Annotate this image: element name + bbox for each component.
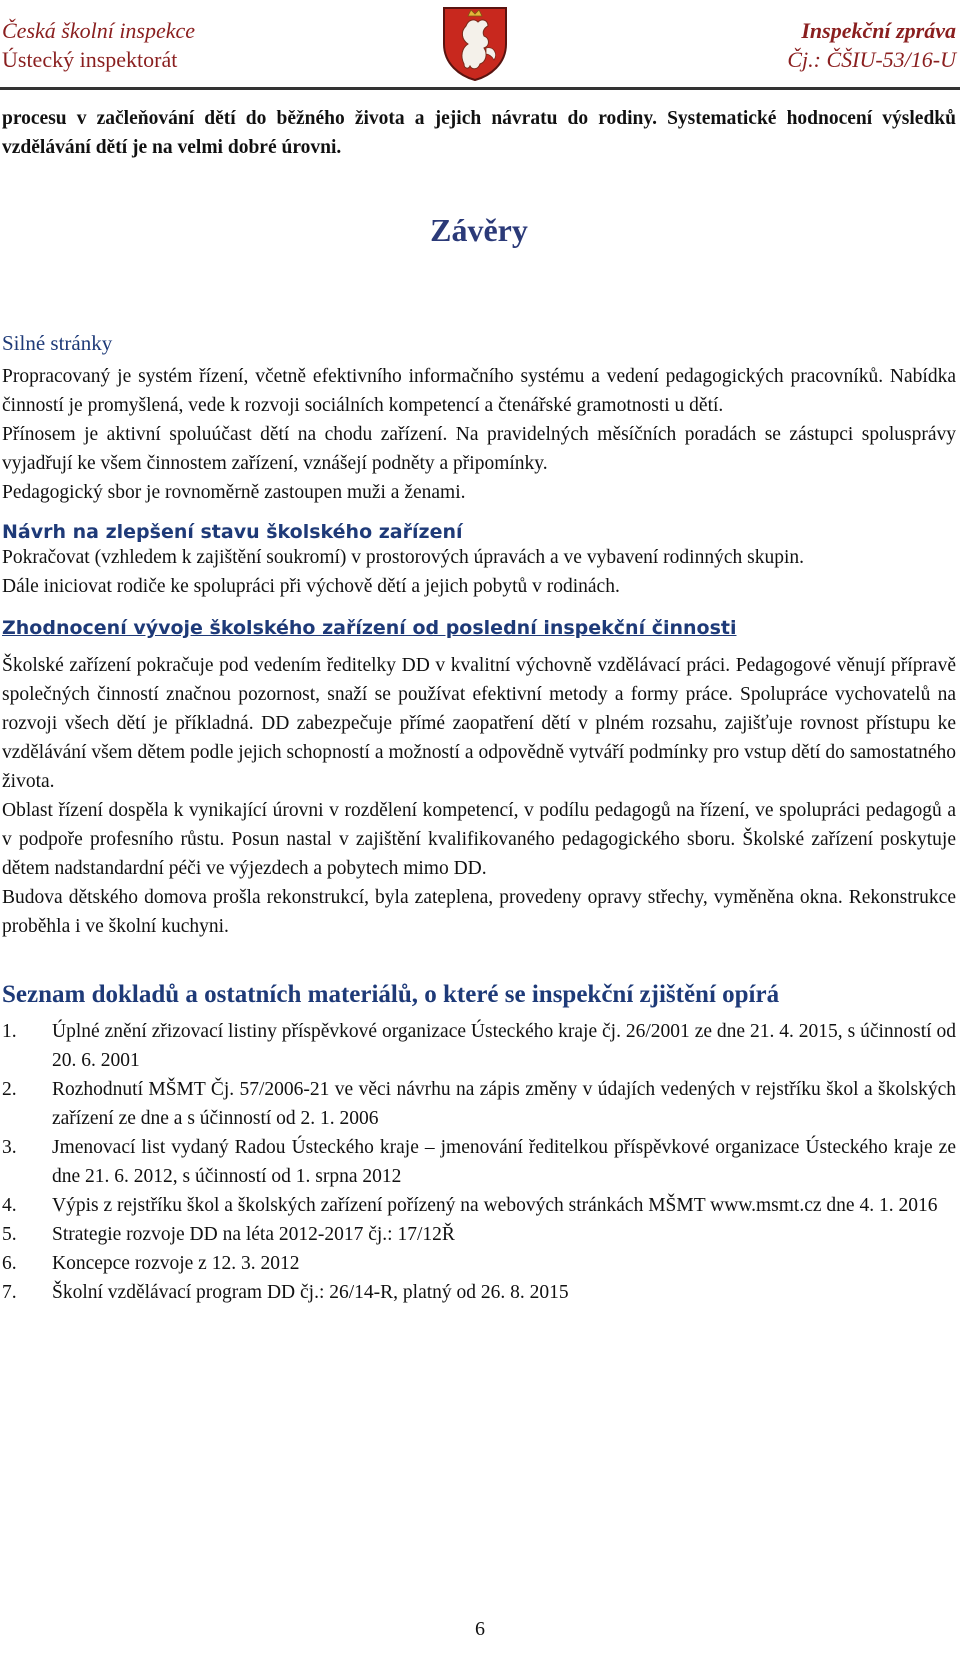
improvement-paragraph-1: Pokračovat (vzhledem k zajištění soukromí) v prostorových úpravách a ve vybavení rodinných skupin. (2, 547, 804, 568)
report-type: Inspekční zpráva (801, 18, 956, 43)
documents-list (2, 1017, 956, 1307)
strengths-heading: Silné stránky (2, 331, 113, 355)
evaluation-heading: Zhodnocení vývoje školského zařízení od poslední inspekční činnosti (2, 617, 737, 639)
intro-paragraph: procesu v začleňování dětí do běžného života a jejich návratu do rodiny. Systematické hodnocení výsledků vzdělávání dětí je na velmi dobré úrovni. (2, 108, 956, 158)
list-item: 4. Výpis z rejstříku škol a školských zařízení pořízený na webových stránkách MŠMT www.msmt.cz dne 4. 1. 2016 (2, 1195, 938, 1216)
list-item: 3. Jmenovací list vydaný Radou Ústeckého kraje – jmenování ředitelkou příspěvkové organizace Ústeckého kraje ze dne 21. 6. 2012, s účinností od 1. srpna 2012 (2, 1137, 956, 1187)
czech-coat-of-arms-icon (440, 4, 510, 82)
page-body (2, 94, 956, 1307)
list-item: 2. Rozhodnutí MŠMT Čj. 57/2006-21 ve věci návrhu na zápis změny v údajích vedených v rejstříku škol a školských zařízení ze dne a s účinností od 2. 1. 2006 (2, 1079, 956, 1129)
institution-name: Česká školní inspekce (2, 18, 196, 43)
strengths-paragraph-3: Pedagogický sbor je rovnoměrně zastoupen muži a ženami. (2, 482, 466, 503)
page-header (0, 0, 960, 92)
strengths-paragraph-1: Propracovaný je systém řízení, včetně efektivního informačního systému a vedení pedagogických pracovníků. Nabídka činností je promyšlená, vede k rozvoji sociálních kompetencí a čtenářské gramotnosti u dětí. (2, 366, 956, 416)
strengths-section (2, 331, 956, 507)
list-item: 5. Strategie rozvoje DD na léta 2012-2017 čj.: 17/12Ř (2, 1224, 455, 1245)
reference-number: Čj.: ČŠIU-53/16-U (787, 47, 956, 72)
documents-heading: Seznam dokladů a ostatních materiálů, o které se inspekční zjištění opírá (2, 981, 780, 1008)
inspectorate-name: Ústecký inspektorát (2, 47, 178, 72)
improvement-heading: Návrh na zlepšení stavu školského zařízení (2, 521, 463, 543)
list-item: 1. Úplné znění zřizovací listiny příspěvkové organizace Ústeckého kraje čj. 26/2001 ze dne 21. 4. 2015, s účinností od 20. 6. 2001 (2, 1021, 956, 1071)
page-number: 6 (475, 1618, 485, 1640)
evaluation-paragraph-2: Oblast řízení dospěla k vynikající úrovni v rozdělení kompetencí, v podílu pedagogů na řízení, ve spolupráci pedagogů a v podpoře profesního růstu. Posun nastal v zajištění kvalifikovaného pedagogického sboru. Školské zařízení poskytuje dětem nadstandardní péči ve výjezdech a pobytech mimo DD. (2, 800, 956, 879)
evaluation-section (2, 617, 956, 941)
header-left (2, 16, 195, 74)
list-item: 7. Školní vzdělávací program DD čj.: 26/14-R, platný od 26. 8. 2015 (2, 1282, 569, 1303)
evaluation-paragraph-1: Školské zařízení pokračuje pod vedením ředitelky DD v kvalitní výchovně vzdělávací práci. Pedagogové věnují přípravě společných činností značnou pozornost, snaží se používat efektivní metody a formy práce. Spolupráce vychovatelů na rozvoji všech dětí je příkladná. DD zabezpečuje přímé zaopatření dětí v plném rozsahu, zajišťuje rovnost přístupu ke vzdělávání všem dětem podle jejich schopností a možností a odpovědně vytváří podmínky pro vstup dětí do samostatného života. (2, 655, 956, 792)
header-divider (0, 87, 960, 90)
documents-section (2, 981, 956, 1307)
page-title: Závěry (430, 212, 528, 248)
list-item: 6. Koncepce rozvoje z 12. 3. 2012 (2, 1253, 300, 1274)
header-right (787, 16, 956, 74)
strengths-paragraph-2: Přínosem je aktivní spoluúčast dětí na chodu zařízení. Na pravidelných měsíčních poradách se zástupci spolusprávy vyjadřují ke všem činnostem zařízení, vznášejí podněty a připomínky. (2, 424, 956, 474)
improvement-paragraph-2: Dále iniciovat rodiče ke spolupráci při výchově dětí a jejich pobytů v rodinách. (2, 576, 620, 597)
evaluation-paragraph-3: Budova dětského domova prošla rekonstrukcí, byla zateplena, provedeny opravy střechy, vyměněna okna. Rekonstrukce proběhla i ve školní kuchyni. (2, 887, 956, 937)
improvement-section (2, 521, 956, 601)
